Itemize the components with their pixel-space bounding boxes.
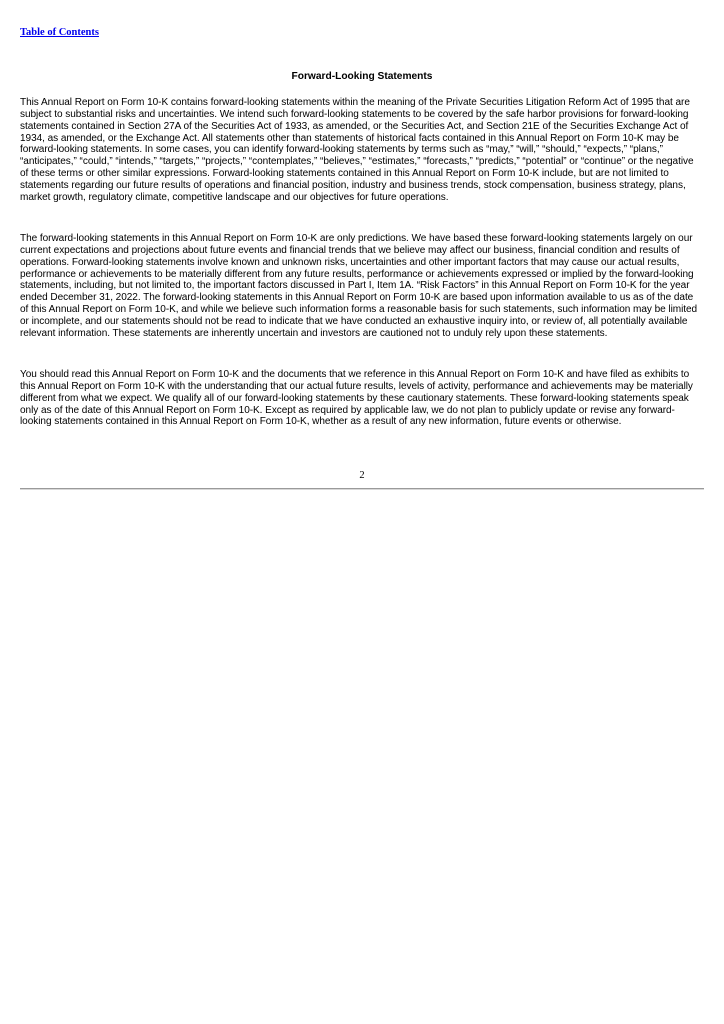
table-of-contents-link[interactable]: Table of Contents xyxy=(20,27,99,38)
page-number: 2 xyxy=(359,470,365,481)
paragraph-predictions: The forward-looking statements in this Annual Report on Form 10-K are only predictions. We have based these forward-looking statements largely on our current expectations and projections about future events and financial trends that we believe may affect our business, financial condition and results of operations. Forward-looking statements involve known and unknown risks, uncertainties and other important factors that may cause our actual results, performance or achievements to be materially different from any future results, performance or achievements expressed or implied by the forward-looking statements, including, but not limited to, the important factors discussed in Part I, Item 1A. “Risk Factors” in this Annual Report on Form 10-K for the year ended December 31, 2022. The forward-looking statements in this Annual Report on Form 10-K are based upon information available to us as of the date of this Annual Report on Form 10-K, and while we believe such information forms a reasonable basis for such statements, such information may be limited or incomplete, and our statements should not be read to indicate that we have conducted an exhaustive inquiry into, or review of, all potentially available relevant information. These statements are inherently uncertain and investors are cautioned not to unduly rely upon these statements. xyxy=(20,233,698,339)
section-heading: Forward-Looking Statements xyxy=(291,71,433,82)
paragraph-intro: This Annual Report on Form 10-K contains forward-looking statements within the meaning of the Private Securities Litigation Reform Act of 1995 that are subject to substantial risks and uncertainties. We intend such forward-looking statements to be covered by the safe harbor provisions for forward-looking statements contained in Section 27A of the Securities Act of 1933, as amended, or the Securities Act, and Section 21E of the Securities Exchange Act of 1934, as amended, or the Exchange Act. All statements other than statements of historical facts contained in this Annual Report on Form 10-K may be forward-looking statements. In some cases, you can identify forward-looking statements by terms such as “may,” “will,” “should,” “expects,” “plans,” “anticipates,” “could,” “intends,” “targets,” “projects,” “contemplates,” “believes,” “estimates,” “forecasts,” “predicts,” “potential” or “continue” or the negative of these terms or other similar expressions. Forward-looking statements contained in this Annual Report on Form 10-K include, but are not limited to statements regarding our future results of operations and financial position, industry and business trends, stock compensation, business strategy, plans, market growth, regulatory climate, competitive landscape and our objectives for future operations. xyxy=(20,97,694,203)
paragraph-reading-guidance: You should read this Annual Report on Form 10-K and the documents that we reference in this Annual Report on Form 10-K and have filed as exhibits to this Annual Report on Form 10-K with the understanding that our actual future results, levels of activity, performance and achievements may be materially different from what we expect. We qualify all of our forward-looking statements by these cautionary statements. These forward-looking statements speak only as of the date of this Annual Report on Form 10-K. Except as required by applicable law, we do not plan to publicly update or revise any forward-looking statements contained in this Annual Report on Form 10-K, whether as a result of any new information, future events or otherwise. xyxy=(20,369,693,428)
page-divider xyxy=(20,488,704,490)
